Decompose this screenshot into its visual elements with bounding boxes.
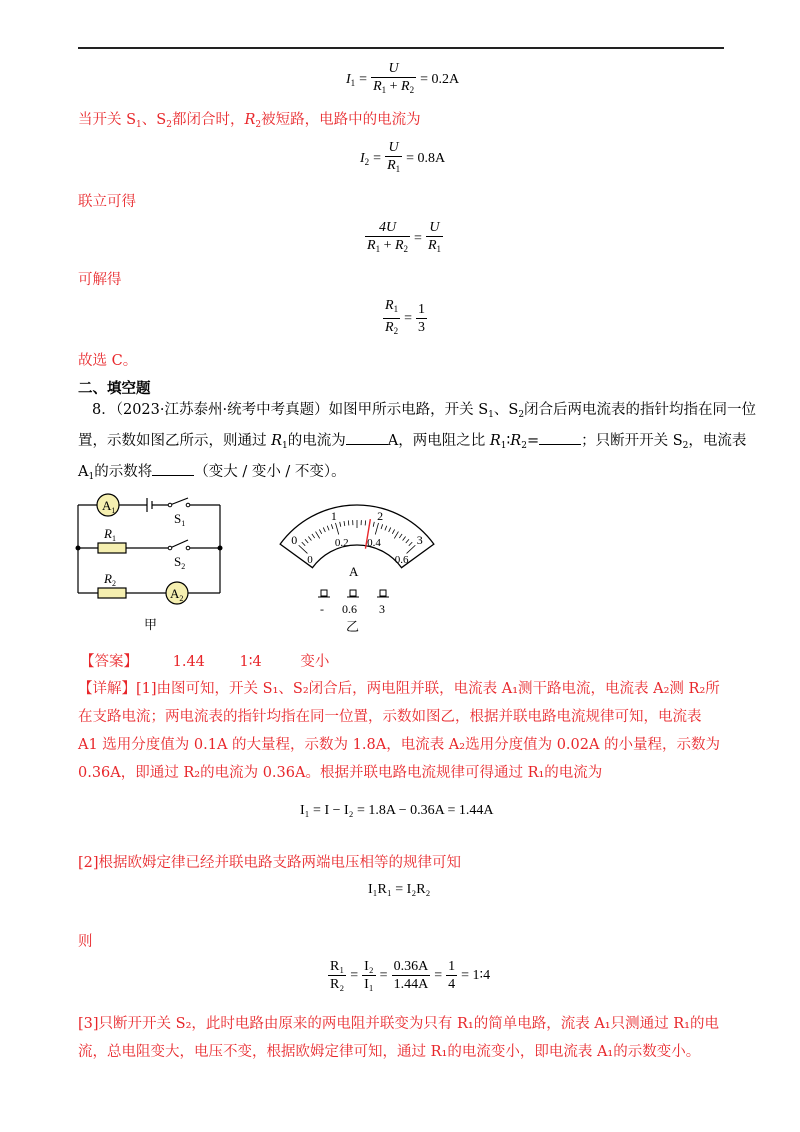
detail-p1: 【详解】[1]由图可知，开关 S₁、S₂闭合后，两电阻并联，电流表 A₁测干路电流，电流表 A₂测 R₂所在支路电流；两电流表的指针均指在同一位置，示数如图乙，根据并联电路电流规律可知，电流表 A1 选用分度值为 0.1A 的大量程，示数为 1.8A，电流表 A₂选用分度值为 0.02A 的小量程，示数为 0.36A，即通过 R₂的电流为 0.36A。根据并联电路电流规律可得通过 R₁的电流为 <box>78 681 721 781</box>
blank-1[interactable] <box>346 430 388 445</box>
text-choice: 故选 C。 <box>78 353 138 369</box>
terminal-minus: - <box>320 602 324 616</box>
text-combine: 联立可得 <box>78 194 136 210</box>
formula-ratio-result: $\frac{\text{R₁}}{\text{R₂}}$ = $\frac{\text{I₂}}{\text{I₁}}$ = $\frac{0.36A}{1.44A}$ = $\frac{1}{4}$ = 1∶4 <box>330 959 491 992</box>
q8-line2: 置，示数如图乙所示，则通过 $R_1$的电流为 A，两电阻之比 $R_1∶R_2=$ ；只断开开关 $S_2$，电流表 <box>78 430 746 456</box>
formula-i1: $I_1$ = $\frac{U}{R_1 + R_2}$ = 0.2A <box>346 61 460 95</box>
dial-outer-label: 3 <box>416 533 423 548</box>
q8-line1: 8．（2023·江苏泰州·统考中考真题）如图甲所示电路，开关 $S_1$、$S_2$闭合后两电流表的指针均指在同一位 <box>92 402 757 420</box>
svg-text:S2: $S_2$ <box>174 554 186 571</box>
dial-tick <box>365 520 366 525</box>
dial-outer-label: 0 <box>291 533 298 548</box>
header-rule <box>78 47 724 49</box>
detail-p3: 则 <box>78 934 93 950</box>
text-solve: 可解得 <box>78 272 122 288</box>
circuit-diagram <box>70 488 230 638</box>
text-both-closed: 当开关 $S_1$、$S_2$都闭合时，$R_2$被短路，电路中的电流为 <box>78 112 421 130</box>
dial-inner-label: 0.4 <box>367 537 381 550</box>
dial-caption: 乙 <box>346 620 360 635</box>
svg-text:甲: 甲 <box>144 618 158 633</box>
formula-ratio: $\frac{R_1}{R_2}$ = $\frac{1}{3}$ <box>385 298 425 336</box>
ammeter-dial <box>262 488 452 638</box>
formula-combine: $\frac{4U}{R_1 + R_2}$ = $\frac{U}{R_1}$ <box>367 220 441 254</box>
svg-text:S1: $S_1$ <box>174 511 186 528</box>
section-title: 二、填空题 <box>78 380 151 397</box>
formula-voltage-equal: I₁R₁ = I₂R₂ <box>368 882 431 897</box>
q8-line3: $A_1$的示数将 （变大 / 变小 / 不变）。 <box>78 461 346 487</box>
blank-3[interactable] <box>152 461 194 476</box>
svg-text:A2: $A_2$ <box>170 586 184 603</box>
meter-unit: A <box>349 564 359 579</box>
blank-2[interactable] <box>539 430 581 445</box>
detail-p4: [3]只断开开关 S₂，此时电路由原来的两电阻并联变为只有 R₁的简单电路，流表 A₁只测通过 R₁的电流，总电阻变大，电压不变，根据欧姆定律可知，通过 R₁的电流变小，即电流表 A₁的示数变小。 <box>78 1016 719 1060</box>
terminal-0-6: 0.6 <box>342 602 357 616</box>
formula-i2: $I_2$ = $\frac{U}{R_1}$ = 0.8A <box>360 140 446 174</box>
answer-line: 【答案】 1.44 1∶4 变小 <box>80 654 330 670</box>
formula-i1-result: I₁ = I − I₂ = 1.8A − 0.36A = 1.44A <box>300 803 494 818</box>
terminal-3: 3 <box>379 602 385 616</box>
detail-p2: [2]根据欧姆定律已经并联电路支路两端电压相等的规律可知 <box>78 855 462 871</box>
dial-outer-label: 2 <box>377 509 384 524</box>
dial-outer-label: 1 <box>330 509 337 524</box>
dial-inner-label: 0 <box>307 553 313 566</box>
svg-text:R1: $R_1$ <box>104 526 116 543</box>
svg-text:R2: $R_2$ <box>104 571 116 588</box>
resistor-r2-symbol <box>98 588 126 598</box>
svg-text:A1: $A_1$ <box>102 498 116 515</box>
dial-inner-label: 0.6 <box>394 553 409 566</box>
dial-inner-label: 0.2 <box>334 537 349 550</box>
resistor-r1-symbol <box>98 543 126 553</box>
dial-tick <box>348 520 349 525</box>
